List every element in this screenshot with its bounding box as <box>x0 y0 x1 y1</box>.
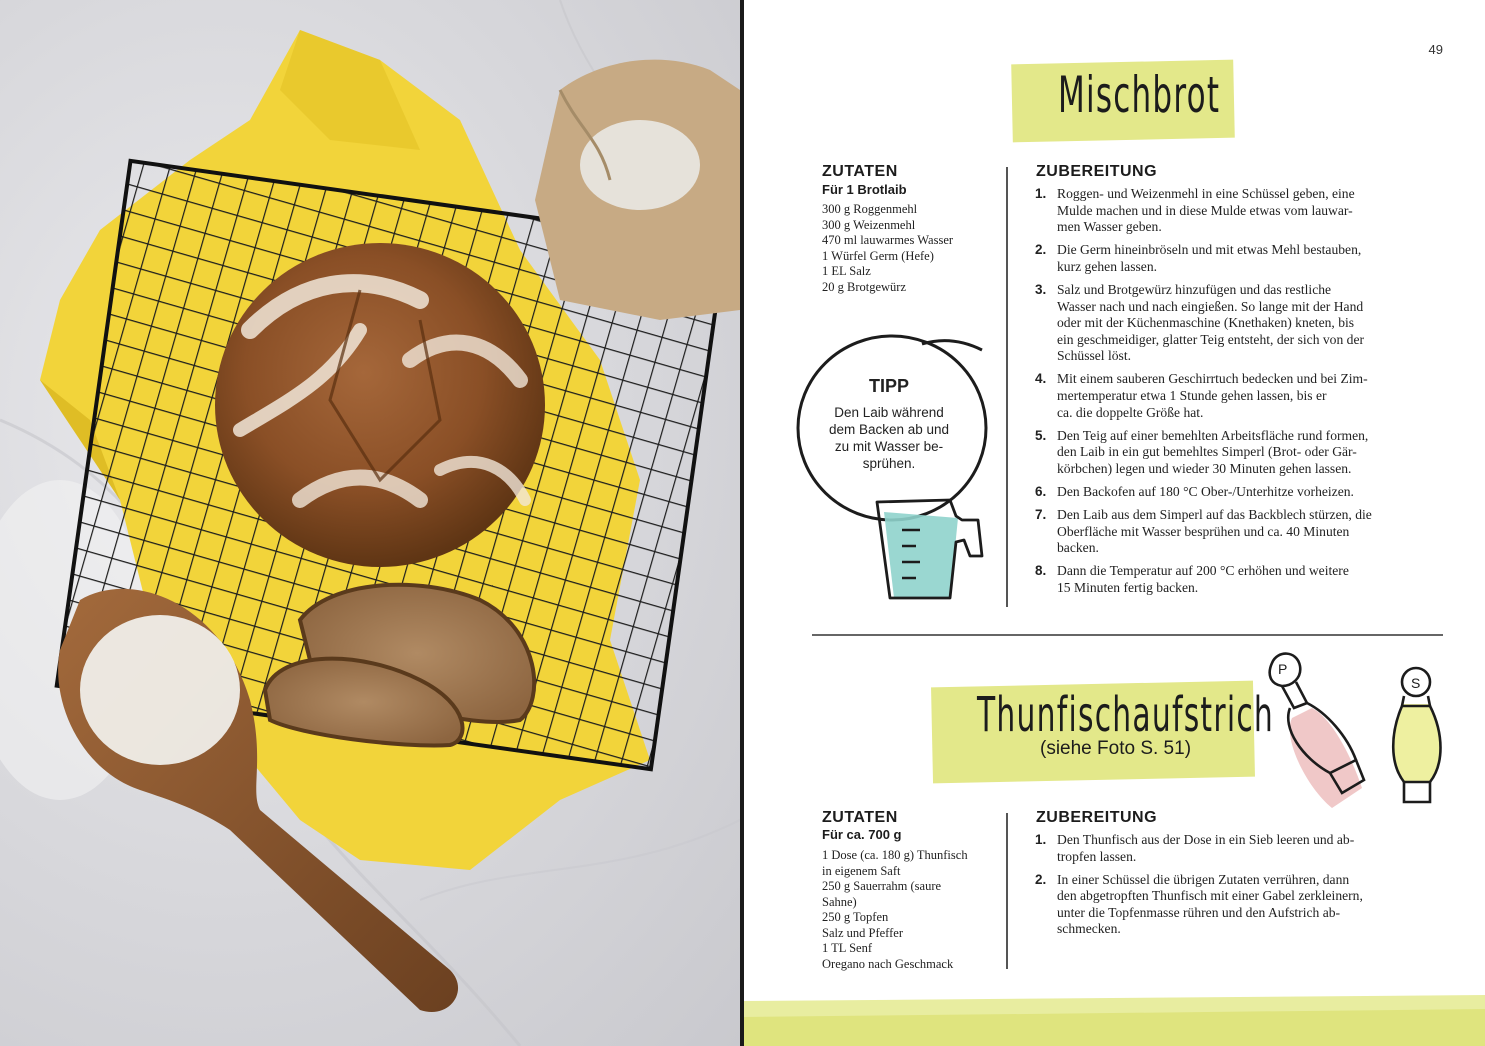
step-item <box>1035 371 1435 421</box>
recipe-divider <box>812 634 1443 636</box>
step-number: 7. <box>1035 507 1047 523</box>
step-item <box>1035 282 1435 365</box>
salt-shaker-letter: S <box>1411 675 1421 691</box>
ingredients-yield: Für ca. 700 g <box>822 827 902 842</box>
ingredient-item: 1 TL Senf <box>822 941 872 955</box>
step-text-line: Roggen- und Weizenmehl in eine Schüssel geben, eine <box>1057 186 1355 201</box>
recipe-title: Thunfischaufstrich <box>977 687 1275 743</box>
ingredient-item: Salz und Pfeffer <box>822 925 903 940</box>
step-item <box>1035 242 1435 275</box>
step-text-line: oder mit der Küchenmaschine (Knethaken) kneten, bis <box>1057 315 1355 331</box>
step-text-line: Den Laib aus dem Simperl auf das Backblech stürzen, die <box>1057 507 1372 523</box>
step-item <box>1035 428 1435 478</box>
step-text-line: Dann die Temperatur auf 200 °C erhöhen und weitere <box>1057 563 1349 579</box>
step-item <box>1035 507 1435 557</box>
salt-shaker-icon <box>1384 664 1450 809</box>
step-number: 5. <box>1035 427 1047 443</box>
step-text-line: Den Thunfisch aus der Dose in ein Sieb leeren und ab- <box>1057 832 1355 847</box>
step-number: 3. <box>1035 281 1047 297</box>
step-number: 2. <box>1035 242 1047 258</box>
ingredient-item: 1 EL Salz <box>822 264 871 278</box>
ingredient-item: Oregano nach Geschmack <box>822 956 954 971</box>
ingredient-item: 250 g Sauerrahm (saure <box>822 879 942 893</box>
pepper-mill-letter: P <box>1278 661 1288 677</box>
step-text-line: men Wasser geben. <box>1057 219 1162 235</box>
tip-line: Den Laib während <box>834 405 944 420</box>
ingredient-item: 300 g Weizenmehl <box>822 217 916 232</box>
step-text-line: Den Backofen auf 180 °C Ober-/Unterhitze vorheizen. <box>1057 484 1354 499</box>
step-list <box>1035 832 1435 945</box>
recipe-page <box>744 0 1485 1046</box>
step-list <box>1035 186 1435 603</box>
tip-line: sprühen. <box>862 456 916 471</box>
recipe-subtitle: (siehe Foto S. 51) <box>1040 738 1192 759</box>
ingredients-heading: ZUTATEN <box>822 809 898 826</box>
step-text-line: backen. <box>1057 540 1099 556</box>
step-text-line: tropfen lassen. <box>1057 848 1137 864</box>
recipe-title: Mischbrot <box>1058 66 1221 124</box>
tip-title: TIPP <box>868 376 909 396</box>
ingredient-list <box>822 202 953 295</box>
step-text-line: ca. die doppelte Größe hat. <box>1057 404 1204 420</box>
step-number: 6. <box>1035 484 1047 499</box>
step-number: 1. <box>1035 832 1047 847</box>
bottom-highlight-band <box>744 995 1485 1046</box>
ingredient-item: in eigenem Saft <box>822 863 901 878</box>
ingredient-item: 20 g Brotgewürz <box>822 279 907 294</box>
bread-photo-illustration <box>0 0 740 1046</box>
step-text-line: kurz gehen lassen. <box>1057 258 1158 274</box>
tip-line: dem Backen ab und <box>828 422 950 437</box>
column-divider <box>1006 813 1008 969</box>
pepper-mill-icon <box>1252 648 1372 813</box>
step-text-line: schmecken. <box>1057 921 1121 937</box>
step-text-line: Mit einem sauberen Geschirrtuch bedecken und bei Zim- <box>1057 371 1368 387</box>
step-text-line: Wasser nach und nach eingießen. So lange mit der Hand <box>1057 298 1364 314</box>
step-text-line: Die Germ hineinbröseln und mit etwas Mehl bestauben, <box>1057 242 1362 258</box>
step-number: 8. <box>1035 563 1047 579</box>
step-item <box>1035 832 1435 865</box>
ingredient-item: 250 g Topfen <box>822 910 889 924</box>
flour-bag <box>535 60 740 320</box>
page-number: 49 <box>1428 42 1443 57</box>
ingredient-list <box>822 848 968 972</box>
step-text-line: Mulde machen und in diese Mulde etwas vom lauwar- <box>1057 202 1353 218</box>
step-text-line: Den Teig auf einer bemehlten Arbeitsfläche rund formen, <box>1057 427 1369 443</box>
ingredient-item: 1 Würfel Germ (Hefe) <box>822 248 934 263</box>
step-number: 2. <box>1035 871 1047 887</box>
step-text-line: Oberfläche mit Wasser besprühen und ca. 40 Minuten <box>1057 523 1350 539</box>
step-text-line: unter die Topfenmasse rühren und den Aufstrich ab- <box>1057 904 1341 920</box>
step-text-line: körbchen) legen und wieder 30 Minuten gehen lassen. <box>1057 460 1352 476</box>
ingredients-heading: ZUTATEN <box>822 163 898 180</box>
ingredients-yield: Für 1 Brotlaib <box>822 182 907 197</box>
step-text-line: Salz und Brotgewürz hinzufügen und das restliche <box>1057 281 1332 297</box>
step-text-line: 15 Minuten fertig backen. <box>1057 579 1199 595</box>
step-text-line: mertemperatur etwa 1 Stunde gehen lassen, bis er <box>1057 388 1327 404</box>
step-item <box>1035 186 1435 236</box>
method-heading: ZUBEREITUNG <box>1036 163 1158 180</box>
step-text-line: ein geschmeidiger, glatter Teig entsteht, der sich von der <box>1057 331 1365 347</box>
step-item <box>1035 563 1435 596</box>
ingredient-item: 1 Dose (ca. 180 g) Thunfisch <box>822 848 968 862</box>
step-text-line: den abgetropften Thunfisch mit einer Gabel zerkleinern, <box>1057 888 1363 904</box>
ingredient-item: 300 g Roggenmehl <box>822 202 918 216</box>
step-number: 1. <box>1035 186 1047 201</box>
bread-loaf <box>215 243 545 567</box>
ingredient-item: Sahne) <box>822 894 857 909</box>
measuring-cup-icon <box>872 490 987 605</box>
step-item <box>1035 484 1435 501</box>
step-item <box>1035 872 1435 938</box>
tip-text <box>818 404 960 472</box>
step-number: 4. <box>1035 371 1047 387</box>
tip-line: zu mit Wasser be- <box>834 439 944 454</box>
column-divider <box>1006 167 1008 607</box>
step-text-line: den Laib in ein gut bemehltes Simperl (Brot- oder Gär- <box>1057 444 1357 460</box>
step-text-line: Schüssel löst. <box>1057 348 1132 364</box>
bread-photo <box>0 0 740 1046</box>
ingredient-item: 470 ml lauwarmes Wasser <box>822 233 954 247</box>
method-heading: ZUBEREITUNG <box>1036 809 1158 826</box>
step-text-line: In einer Schüssel die übrigen Zutaten verrühren, dann <box>1057 871 1350 887</box>
